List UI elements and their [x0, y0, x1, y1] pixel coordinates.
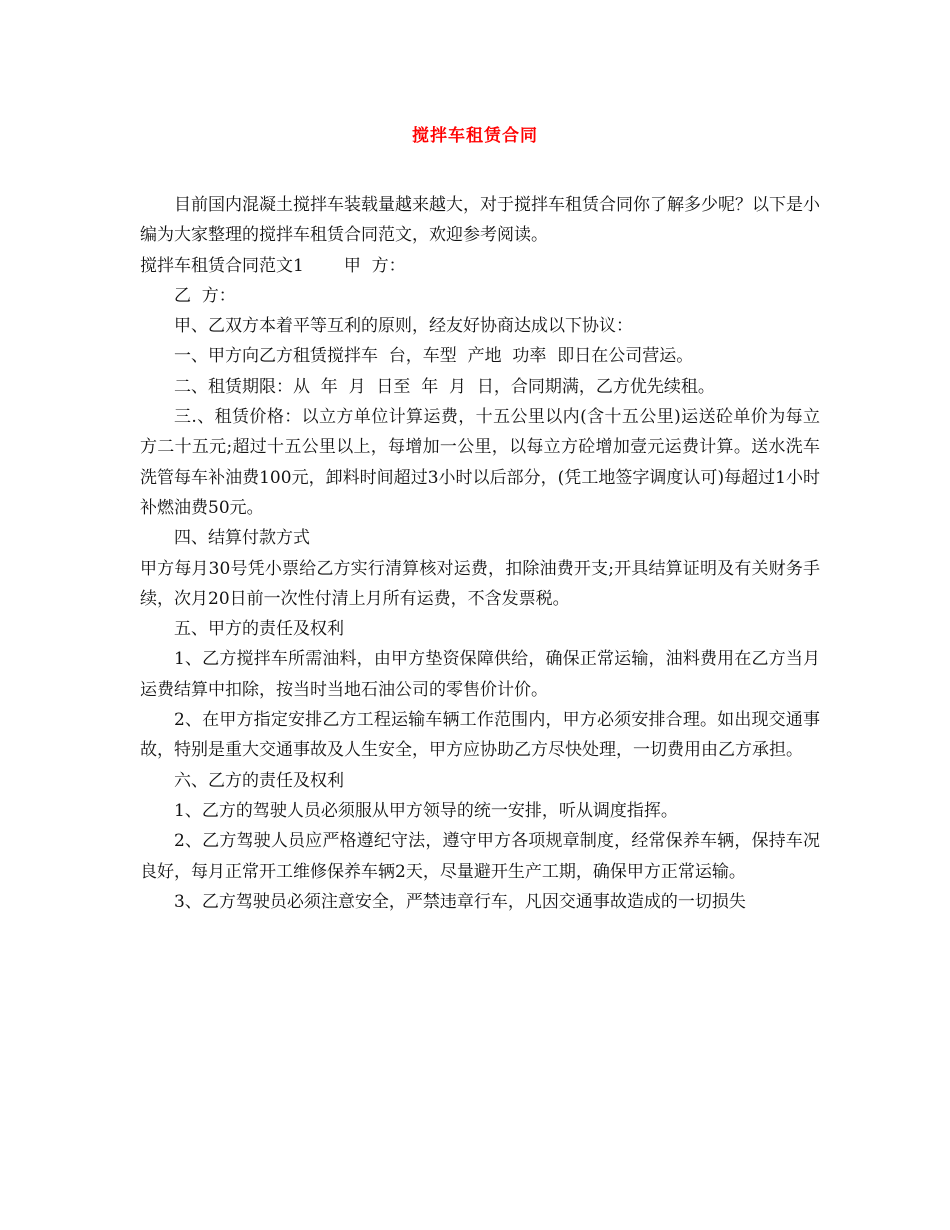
- paragraph-section-4-heading: 四、结算付款方式: [174, 528, 310, 549]
- intro-paragraph: 目前国内混凝土搅拌车装载量越来越大，对于搅拌车租赁合同你了解多少呢？以下是小编为大家整理的搅拌车租赁合同范文，欢迎参考阅读。: [140, 195, 820, 246]
- paragraph-agreement: 甲、乙双方本着平等互利的原则，经友好协商达成以下协议：: [174, 316, 633, 337]
- paragraph-clause-1: 一、甲方向乙方租赁搅拌车 台，车型 产地 功率 即日在公司营运。: [174, 346, 694, 367]
- paragraph-section-4-body: 甲方每月30号凭小票给乙方实行清算核对运费，扣除油费开支;开具结算证明及有关财务手续，次月20日前一次性付清上月所有运费，不含发票税。: [140, 558, 820, 609]
- party-b-label: 乙 方：: [174, 285, 236, 306]
- sample-heading-line: [140, 251, 820, 281]
- document-title: 搅拌车租赁合同: [412, 126, 538, 146]
- paragraph-section-6-heading: 六、乙方的责任及权利: [174, 770, 344, 791]
- party-a-label: 甲 方：: [343, 255, 406, 276]
- sample-heading: 搅拌车租赁合同范文1: [140, 255, 304, 276]
- paragraph-section-5-item-1: 1、乙方搅拌车所需油料，由甲方垫资保障供给，确保正常运输，油料费用在乙方当月运费结算中扣除，按当时当地石油公司的零售价计价。: [140, 649, 820, 700]
- paragraph-section-5-item-2: 2、在甲方指定安排乙方工程运输车辆工作范围内，甲方必须安排合理。如出现交通事故，特别是重大交通事故及人生安全，甲方应协助乙方尽快处理，一切费用由乙方承担。: [140, 710, 820, 761]
- paragraph-section-6-item-2: 2、乙方驾驶人员应严格遵纪守法，遵守甲方各项规章制度，经常保养车辆，保持车况良好，每月正常开工维修保养车辆2天，尽量避开生产工期，确保甲方正常运输。: [140, 831, 820, 882]
- paragraph-clause-2: 二、租赁期限：从 年 月 日至 年 月 日，合同期满，乙方优先续租。: [174, 376, 715, 397]
- paragraph-section-6-item-3: 3、乙方驾驶员必须注意安全，严禁违章行车，凡因交通事故造成的一切损失: [174, 891, 746, 912]
- paragraph-clause-3: 三.、租赁价格：以立方单位计算运费，十五公里以内(含十五公里)运送砼单价为每立方二十五元;超过十五公里以上，每增加一公里，以每立方砼增加壹元运费计算。送水洗车洗管每车补油费100元，卸料时间超过3小时以后部分，(凭工地签字调度认可)每超过1小时补燃油费50元。: [140, 407, 820, 518]
- paragraph-section-6-item-1: 1、乙方的驾驶人员必须服从甲方领导的统一安排，听从调度指挥。: [174, 800, 678, 821]
- document-body: [140, 190, 820, 917]
- paragraph-section-5-heading: 五、甲方的责任及权利: [174, 619, 344, 640]
